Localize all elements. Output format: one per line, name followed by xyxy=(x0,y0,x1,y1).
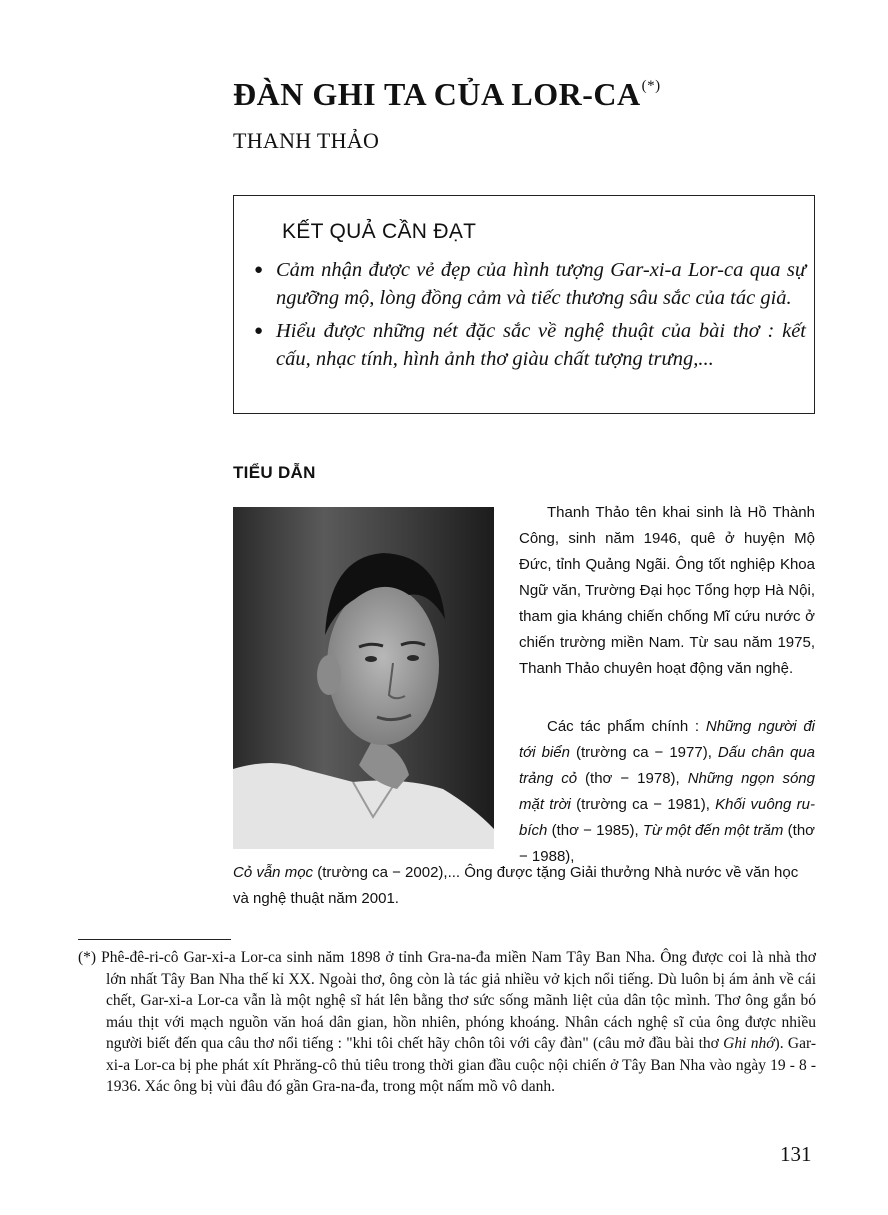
footnote-text: Phê-đê-ri-cô Gar-xi-a Lor-ca sinh năm 1898 ở tỉnh Gra-na-đa miền Nam Tây Ban Nha. Ông được coi là nhà thơ lớn nhất Tây Ban Nha thế kỉ XX. Ngoài thơ, ông còn là tác giả nhiều vở kịch nổi tiếng. Dù luôn bị ám ảnh về cái chết, Gar-xi-a Lor-ca vẫn là một nghệ sĩ hát lên bằng thơ sức sống mãnh liệt của dân tộc mình. Thơ ông gắn bó máu thịt với mạch nguồn văn hoá dân gian, hồn nhiên, phóng khoáng. Nhân cách nghệ sĩ của ông được nhiều người biết đến qua câu thơ nổi tiếng : "khi tôi chết hãy chôn tôi với cây đàn" (câu mở đầu bài thơ xyxy=(101,949,816,1052)
objectives-heading: KẾT QUẢ CẦN ĐẠT xyxy=(282,220,477,243)
work-title: Khối vuông ru-bích xyxy=(519,796,815,839)
work-title: Cỏ vẫn mọc xyxy=(233,864,314,881)
work-title: Dấu chân qua trảng cỏ xyxy=(519,744,815,787)
title-text: ĐÀN GHI TA CỦA LOR-CA xyxy=(233,76,641,112)
work-note: (trường ca − 1981), xyxy=(570,796,716,813)
work-title: Những ngọn sóng mặt trời xyxy=(519,770,815,813)
bullet-icon: ● xyxy=(254,323,264,339)
work-note: (thơ − 1985), xyxy=(547,822,643,839)
works-paragraph-continued xyxy=(233,860,815,912)
footnote-poem-title: Ghi nhớ xyxy=(723,1035,775,1052)
objectives-list xyxy=(254,256,806,378)
page-number: 131 xyxy=(780,1142,812,1166)
footnote-mark: (*) xyxy=(78,949,102,966)
learning-objectives-box xyxy=(233,195,815,414)
footnote-text: ). Gar-xi-a Lor-ca bị phe phát xít Phrăng-cô thủ tiêu trong thời gian đầu cuộc nội chiến ở Tây Ban Nha vào ngày 19 - 8 - 1936. Xác ông bị vùi đâu đó gần Gra-na-đa, trong một nấm mồ vô danh. xyxy=(106,1035,816,1095)
works-lead: Các tác phẩm chính : xyxy=(547,718,706,735)
objective-text: Hiểu được những nét đặc sắc về nghệ thuật của bài thơ : kết cấu, nhạc tính, hình ảnh thơ giàu chất tượng trưng,... xyxy=(276,320,806,370)
work-note: (trường ca − 2002),... Ông được tặng Giải thưởng Nhà nước về văn học và nghệ thuật năm 2001. xyxy=(233,864,799,907)
author-name: THANH THẢO xyxy=(233,128,380,153)
works-paragraph xyxy=(519,714,815,870)
work-note: (trường ca − 1977), xyxy=(569,744,718,761)
bullet-icon: ● xyxy=(254,262,264,278)
footnote xyxy=(78,947,816,1098)
objective-text: Cảm nhận được vẻ đẹp của hình tượng Gar-xi-a Lor-ca qua sự ngưỡng mộ, lòng đồng cảm và tiếc thương sâu sắc của tác giả. xyxy=(276,259,806,309)
objective-item xyxy=(254,256,806,312)
work-title: Từ một đến một trăm xyxy=(642,822,784,839)
title-footnote-mark: (*) xyxy=(641,78,661,94)
objective-item xyxy=(254,317,806,373)
bio-paragraph: Thanh Thảo tên khai sinh là Hồ Thành Công, sinh năm 1946, quê ở huyện Mộ Đức, tỉnh Quảng Ngãi. Ông tốt nghiệp Khoa Ngữ văn, Trường Đại học Tổng hợp Hà Nội, tham gia kháng chiến chống Mĩ cứu nước ở chiến trường miền Nam. Từ sau năm 1975, Thanh Thảo chuyên hoạt động văn nghệ. xyxy=(519,504,815,677)
footnote-divider xyxy=(78,939,231,940)
work-note: (thơ − 1988), xyxy=(519,822,815,865)
page-title xyxy=(233,76,661,113)
section-heading: TIỂU DẪN xyxy=(233,463,316,482)
work-note: (thơ − 1978), xyxy=(577,770,688,787)
work-title: Những người đi tới biển xyxy=(519,718,816,761)
author-photo xyxy=(233,507,494,849)
